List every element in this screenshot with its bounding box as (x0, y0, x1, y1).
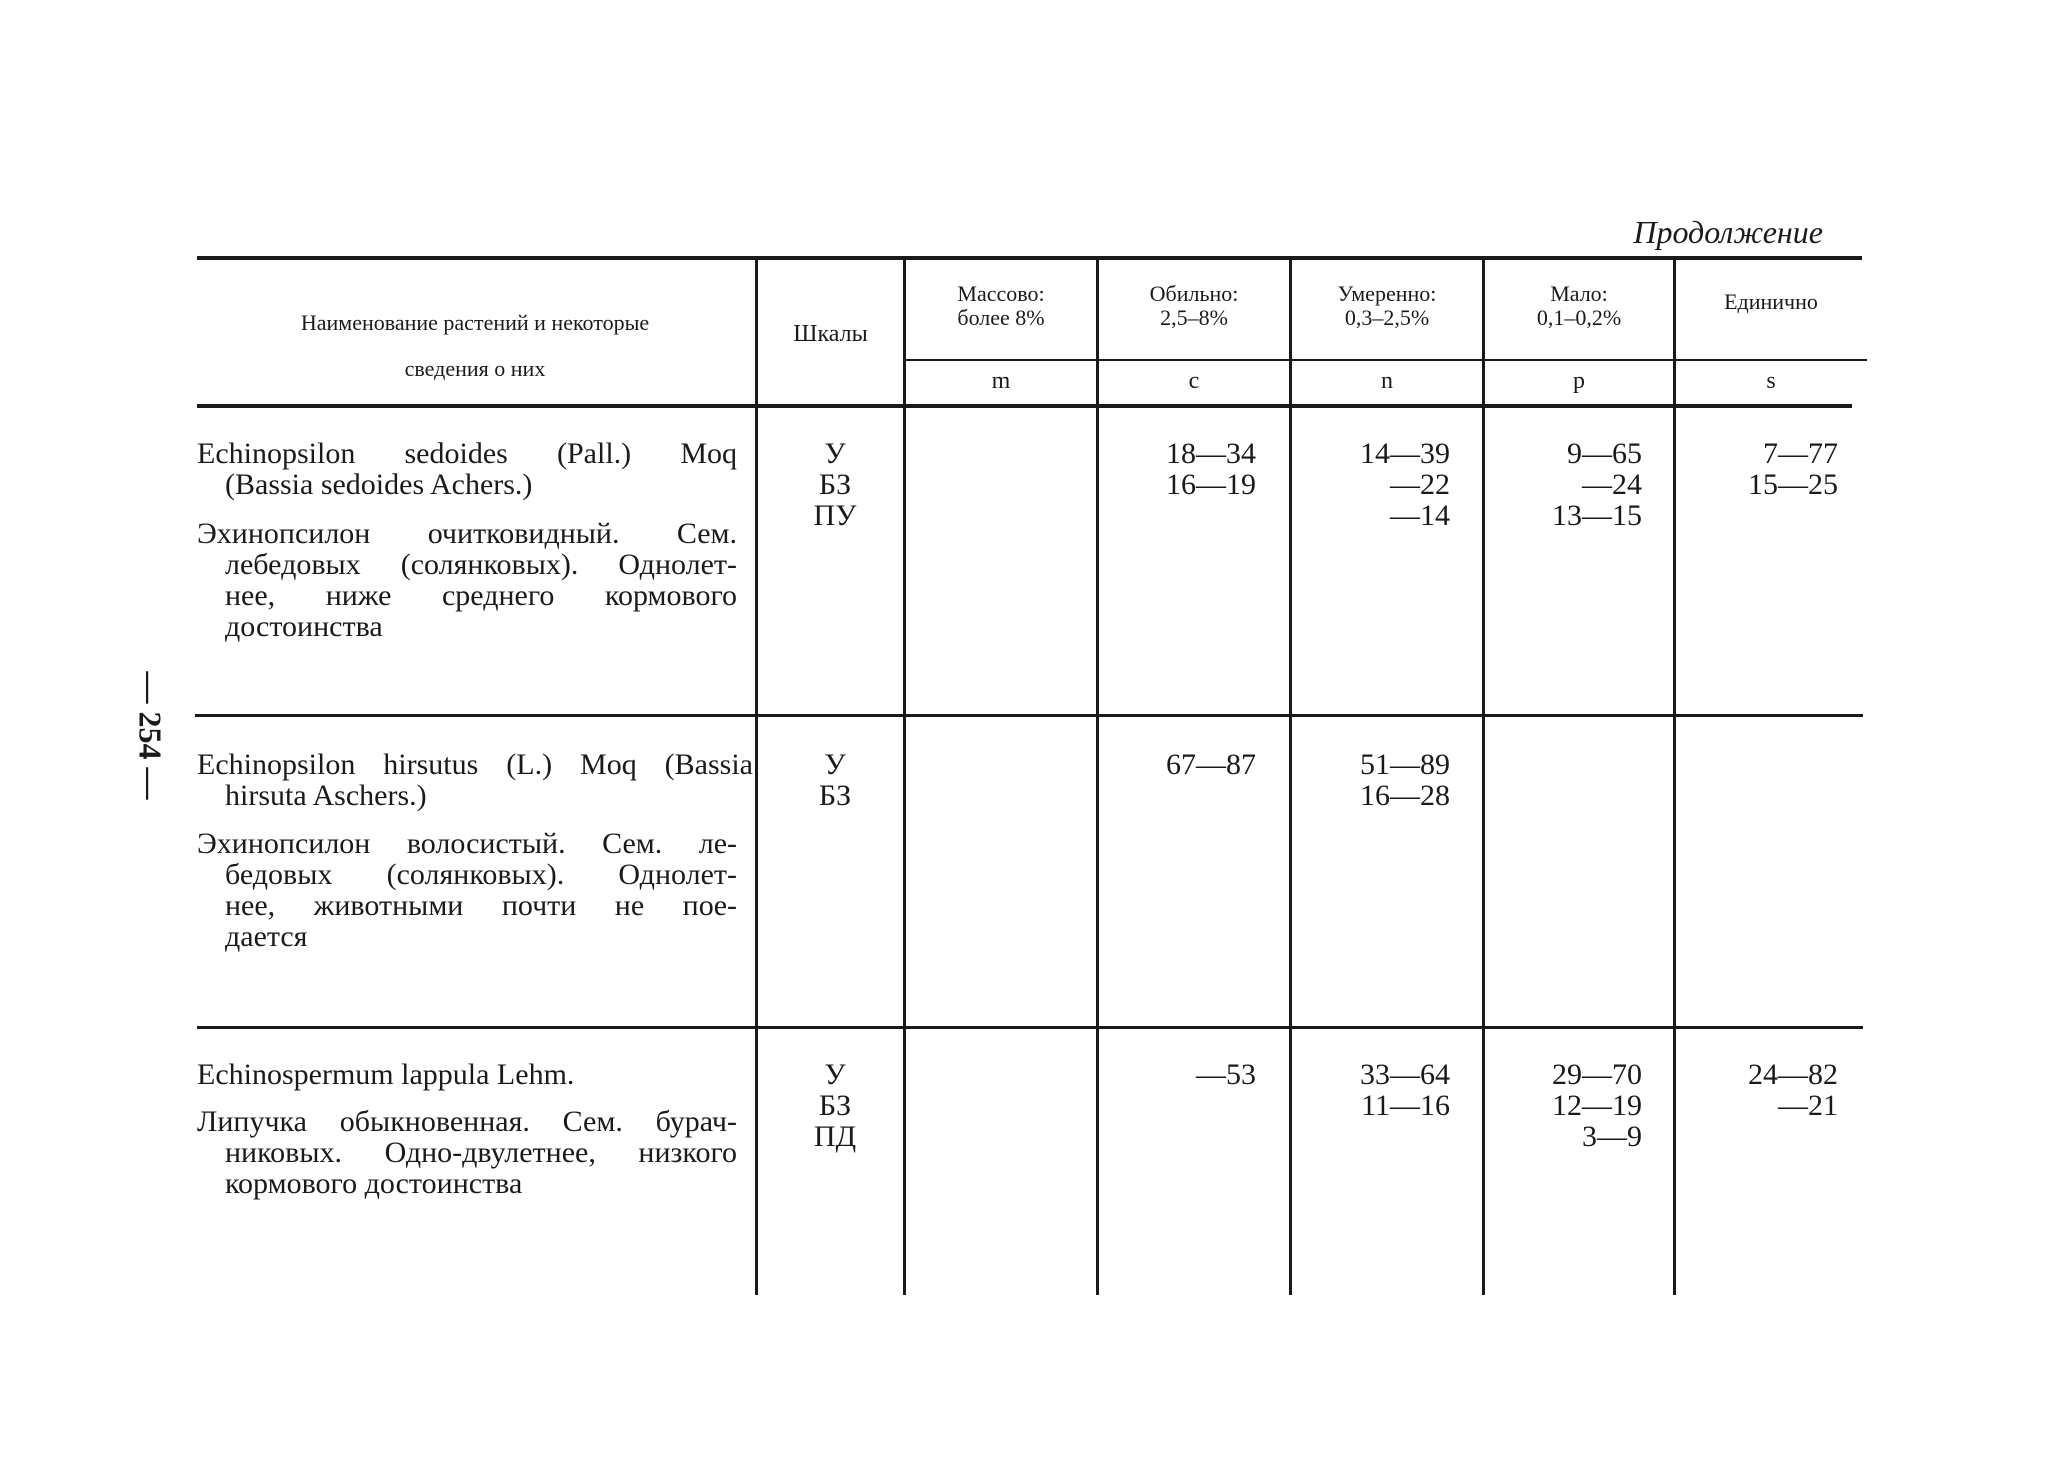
continuation-label: Продолжение (1633, 214, 1823, 250)
row-1-description: Эхинопсилон очитковидный. Сем. лебедовых (солянковых). Однолет- нее, ниже среднего кормового достоинства (197, 517, 737, 643)
column-rule-c-left (1096, 260, 1099, 1295)
header-col-n: Умеренно: 0,3–2,5% (1337, 281, 1437, 330)
header-sub-rule (905, 359, 1867, 361)
row-3-col-c: —53 (1196, 1058, 1256, 1091)
row-1-col-s: 7—77 15—25 (1748, 437, 1838, 501)
row-1-col-c: 18—34 16—19 (1166, 437, 1256, 501)
header-code-m: m (991, 368, 1011, 394)
row-3-col-p: 29—70 12—19 3—9 (1552, 1058, 1642, 1153)
page-number-text: — 254 — (132, 671, 169, 799)
header-bottom-rule (197, 404, 1852, 408)
row-2-divider (197, 1026, 1863, 1029)
header-scales: Шкалы (793, 321, 868, 347)
row-1-col-p: 9—65 —24 13—15 (1552, 437, 1642, 532)
row-1-col-n: 14—39 —22 —14 (1360, 437, 1450, 532)
column-rule-s-left (1673, 260, 1676, 1295)
row-2-description: Эхинопсилон волосистый. Сем. ле- бедовых (солянковых). Однолет- нее, животными почти не поe- дается (197, 827, 737, 953)
header-col-c: Обильно: 2,5–8% (1149, 281, 1239, 330)
header-code-n: n (1381, 368, 1393, 394)
header-name-line2: сведения о них (404, 356, 546, 381)
row-2-col-c: 67—87 (1166, 748, 1256, 781)
row-1-latin-name: Echinopsilon sedoides (Pall.) Moq (Bassia sedoides Achers.) (197, 437, 737, 501)
table-top-rule (197, 256, 1862, 260)
row-1-scales: У БЗ ПУ (813, 437, 857, 532)
row-3-scales: У БЗ ПД (813, 1058, 857, 1153)
header-code-c: c (1188, 368, 1200, 394)
column-rule-m-left (903, 260, 906, 1295)
row-3-latin-name: Echinospermum lappula Lehm. (197, 1058, 575, 1091)
row-1-divider (195, 714, 1863, 717)
header-name-line1: Наименование растений и некоторые (300, 310, 650, 335)
row-3-description: Липучка обыкновенная. Сем. бурач- никовых. Одно-двулетнее, низкого кормового достоинства (197, 1105, 737, 1200)
header-col-s: Единично (1724, 289, 1818, 314)
header-col-m: Массово: более 8% (957, 281, 1045, 330)
column-rule-n-left (1289, 260, 1292, 1295)
row-2-latin-name: Echinopsilon hirsutus (L.) Moq (Bassia hirsuta Aschers.) (197, 748, 753, 812)
header-code-s: s (1766, 368, 1776, 394)
header-code-p: p (1573, 368, 1585, 394)
page-number (120, 660, 180, 810)
row-3-col-s: 24—82 —21 (1748, 1058, 1838, 1122)
column-rule-p-left (1482, 260, 1485, 1295)
row-3-col-n: 33—64 11—16 (1360, 1058, 1450, 1122)
row-2-col-n: 51—89 16—28 (1360, 748, 1450, 812)
header-name (200, 300, 750, 392)
column-rule-scales-left (755, 260, 758, 1295)
header-col-p: Мало: 0,1–0,2% (1536, 281, 1622, 330)
row-2-scales: У БЗ (818, 748, 852, 812)
